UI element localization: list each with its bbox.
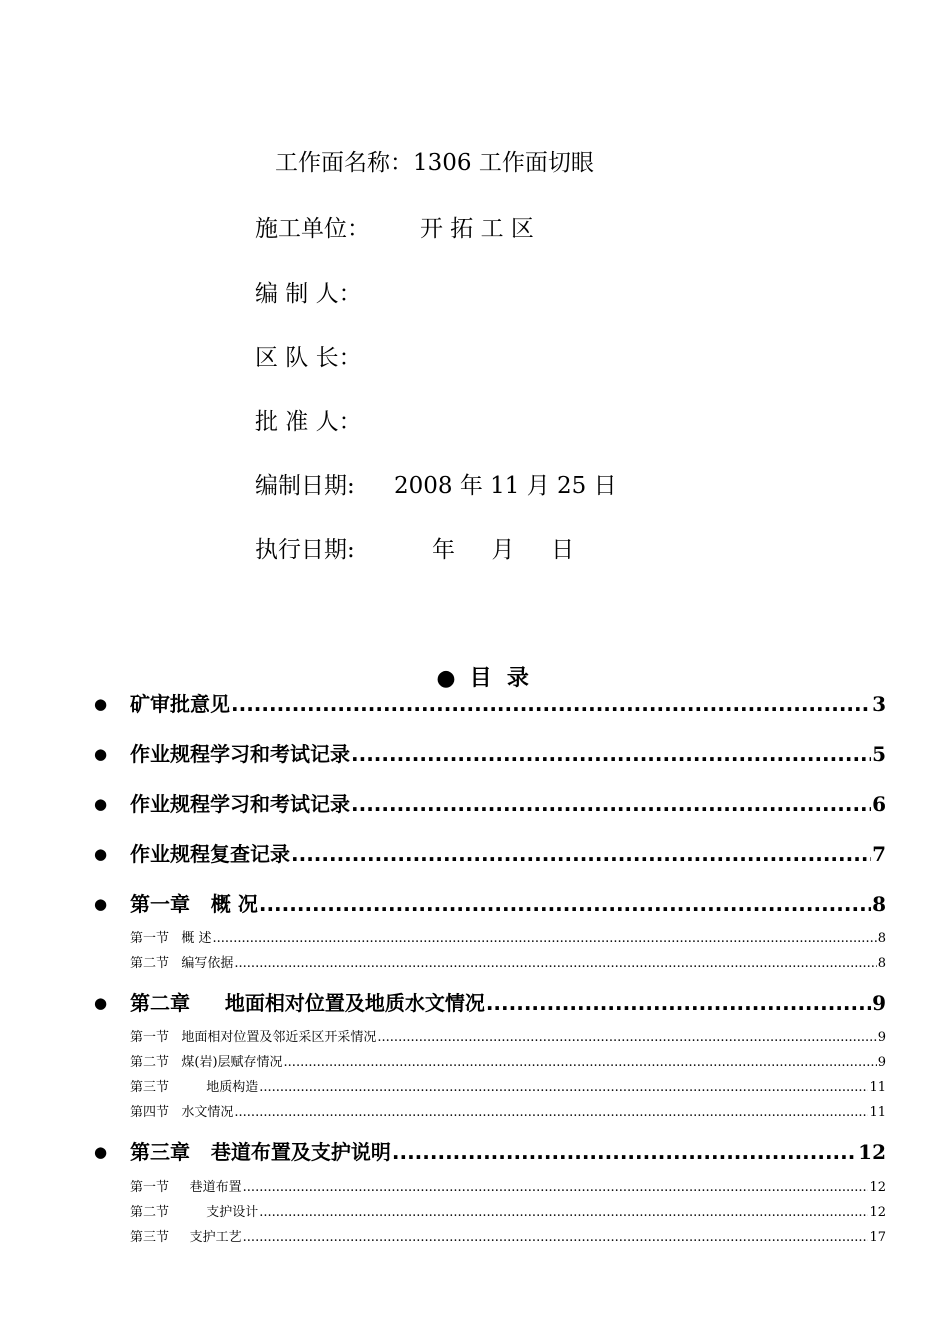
toc-page-number: 8 — [872, 892, 886, 916]
toc-page-number: 7 — [872, 842, 886, 866]
toc-entry-label: 第二节 支护设计 — [130, 1205, 259, 1220]
dot-leader — [243, 1180, 869, 1195]
dot-leader — [486, 991, 871, 1015]
dot-leader — [259, 1205, 868, 1220]
toc-chapter-entry[interactable] — [94, 1136, 886, 1165]
toc-chapter-entry[interactable] — [94, 688, 886, 717]
toc-section-entry[interactable] — [130, 1226, 886, 1245]
team-leader-label: 区 队 长： — [255, 345, 362, 371]
toc-page-number: 9 — [877, 1030, 886, 1045]
construction-unit-value: 开 拓 工 区 — [420, 216, 534, 242]
toc-entry-label: 第二节 煤(岩)层赋存情况 — [130, 1055, 283, 1070]
dot-leader — [231, 692, 871, 716]
toc-entry-label: 作业规程复查记录 — [130, 842, 290, 866]
toc-page-number: 6 — [872, 792, 886, 816]
compile-date-label: 编制日期: — [255, 473, 355, 499]
toc-chapter-entry[interactable] — [94, 838, 886, 867]
bullet-icon: ● — [94, 1143, 108, 1161]
execution-date-value: 年 月 日 — [432, 537, 575, 563]
toc-page-number: 9 — [872, 991, 886, 1015]
dot-leader — [291, 842, 871, 866]
toc-section-entry[interactable] — [130, 1026, 886, 1045]
toc-entry-label: 第三节 支护工艺 — [130, 1230, 242, 1245]
bullet-icon: ● — [94, 745, 108, 763]
toc-page-number: 12 — [858, 1140, 886, 1164]
toc-page-number: 12 — [869, 1205, 886, 1220]
toc-section-entry[interactable] — [130, 952, 886, 971]
dot-leader — [392, 1140, 857, 1164]
toc-page-number: 8 — [877, 931, 886, 946]
toc-entry-label: 第一章 概 况 — [130, 892, 258, 916]
toc-entry-label: 作业规程学习和考试记录 — [130, 792, 350, 816]
compiler-label: 编 制 人： — [255, 281, 362, 307]
toc-entry-label: 第一节 巷道布置 — [130, 1180, 242, 1195]
toc-entry-label: 矿审批意见 — [130, 692, 230, 716]
bullet-icon: ● — [94, 994, 108, 1012]
dot-leader — [351, 792, 871, 816]
toc-entry-label: 作业规程学习和考试记录 — [130, 742, 350, 766]
toc-page-number: 11 — [869, 1105, 886, 1120]
toc-page-number: 11 — [869, 1080, 886, 1095]
dot-leader — [259, 892, 871, 916]
bullet-icon: ● — [94, 895, 108, 913]
dot-leader — [259, 1080, 868, 1095]
dot-leader — [284, 1055, 877, 1070]
execution-date-label: 执行日期: — [255, 537, 355, 563]
toc-entry-label: 第三章 巷道布置及支护说明 — [130, 1140, 391, 1164]
toc-title — [0, 636, 950, 692]
toc-chapter-entry[interactable] — [94, 788, 886, 817]
dot-leader — [377, 1030, 876, 1045]
toc-title-bullet: ● — [436, 666, 456, 691]
toc-entry-label: 第四节 水文情况 — [130, 1105, 234, 1120]
toc-entry-label: 第三节 地质构造 — [130, 1080, 259, 1095]
toc-section-entry[interactable] — [130, 1201, 886, 1220]
construction-unit-label: 施工单位： — [255, 216, 370, 242]
toc-page-number: 17 — [869, 1230, 886, 1245]
toc-page-number: 3 — [872, 692, 886, 716]
compile-date-value: 2008 年 11 月 25 日 — [394, 473, 617, 499]
toc-section-entry[interactable] — [130, 1176, 886, 1195]
toc-section-entry[interactable] — [130, 927, 886, 946]
toc-page-number: 12 — [869, 1180, 886, 1195]
toc-section-entry[interactable] — [130, 1101, 886, 1120]
toc-entry-label: 第一节 地面相对位置及邻近采区开采情况 — [130, 1030, 377, 1045]
dot-leader — [234, 956, 876, 971]
toc-page-number: 8 — [877, 956, 886, 971]
toc-chapter-entry[interactable] — [94, 738, 886, 767]
dot-leader — [243, 1230, 869, 1245]
approver-label: 批 准 人： — [255, 409, 362, 435]
dot-leader — [234, 1105, 868, 1120]
toc-chapter-entry[interactable] — [94, 987, 886, 1016]
toc-title-text: 目 录 — [469, 666, 529, 691]
bullet-icon: ● — [94, 795, 108, 813]
toc-entry-label: 第二章 地面相对位置及地质水文情况 — [130, 991, 485, 1015]
work-face-name: 工作面名称：1306 工作面切眼 — [275, 150, 594, 176]
toc-section-entry[interactable] — [130, 1051, 886, 1070]
toc-entry-label: 第一节 概 述 — [130, 931, 212, 946]
dot-leader — [213, 931, 877, 946]
toc-chapter-entry[interactable] — [94, 888, 886, 917]
toc-page-number: 5 — [872, 742, 886, 766]
bullet-icon: ● — [94, 695, 108, 713]
toc-section-entry[interactable] — [130, 1076, 886, 1095]
toc-entry-label: 第二节 编写依据 — [130, 956, 234, 971]
dot-leader — [351, 742, 871, 766]
bullet-icon: ● — [94, 845, 108, 863]
toc-page-number: 9 — [877, 1055, 886, 1070]
